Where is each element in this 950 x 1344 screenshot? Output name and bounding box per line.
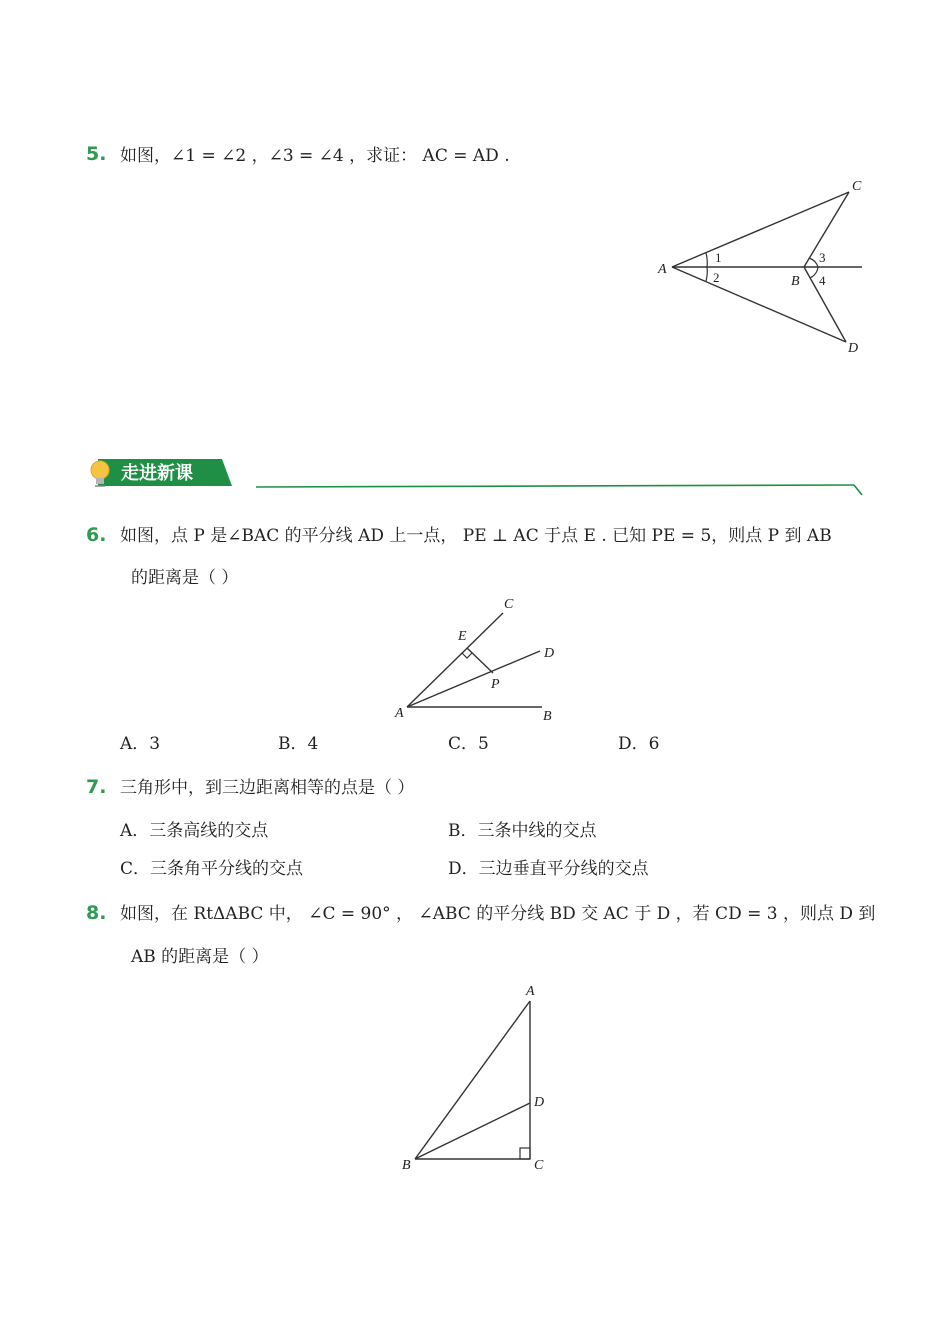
q5-angle-arc-2	[706, 267, 707, 281]
q8-label-d: D	[534, 1095, 545, 1110]
q5-label-c: C	[852, 179, 862, 194]
q8-side-ab	[415, 1001, 530, 1159]
question-number-7: 7.	[86, 776, 107, 798]
section-rule-line	[256, 485, 854, 487]
q5-line-bc	[804, 192, 849, 267]
q6-label-b: B	[543, 709, 552, 724]
q7-option-d: D．三边垂直平分线的交点	[448, 859, 649, 879]
q5-angle-3: 3	[819, 250, 826, 265]
q6-label-a: A	[395, 706, 404, 721]
q7-option-a: A．三条高线的交点	[120, 821, 269, 841]
q5-angle-2: 2	[713, 270, 720, 285]
question-8-line-2: AB 的距离是（ ）	[131, 947, 269, 967]
q6-right-angle-mark	[462, 653, 472, 658]
question-number-6: 6.	[86, 524, 107, 546]
question-5-text: 如图，∠1 = ∠2 ，∠3 = ∠4 ，求证： AC = AD .	[120, 146, 510, 166]
q6-figure	[385, 590, 570, 725]
question-6-line-2: 的距离是（ ）	[131, 568, 239, 588]
section-rule-tail	[854, 485, 862, 495]
q5-angle-arc-4	[810, 267, 818, 278]
q8-label-c: C	[534, 1158, 544, 1173]
q6-label-p: P	[491, 677, 500, 692]
q7-option-c: C．三条角平分线的交点	[120, 859, 304, 879]
q5-figure	[650, 170, 880, 365]
q5-label-d: D	[848, 341, 859, 356]
q7-option-b: B．三条中线的交点	[448, 821, 597, 841]
q6-segment-pe	[467, 648, 493, 673]
section-banner	[86, 455, 866, 497]
q6-option-c: C．5	[448, 734, 489, 754]
q5-angle-1: 1	[715, 250, 722, 265]
q6-label-d: D	[544, 646, 555, 661]
question-number-5: 5.	[86, 143, 107, 165]
section-title: 走进新课	[121, 463, 193, 484]
q8-bisector-bd	[415, 1103, 530, 1159]
q6-option-b: B．4	[278, 734, 319, 754]
question-number-8: 8.	[86, 902, 107, 924]
question-8-line-1: 如图，在 RtΔABC 中， ∠C = 90° ， ∠ABC 的平分线 BD 交 AC 于 D ，若 CD = 3 ，则点 D 到	[120, 904, 876, 924]
q6-option-a: A．3	[120, 734, 161, 754]
question-7-text: 三角形中，到三边距离相等的点是（ ）	[120, 778, 415, 798]
q8-label-b: B	[402, 1158, 411, 1173]
q8-right-angle-mark	[520, 1148, 530, 1159]
q6-option-d: D．6	[618, 734, 660, 754]
q5-label-a: A	[658, 262, 667, 277]
q6-ray-ad	[407, 651, 540, 707]
q6-label-e: E	[458, 629, 467, 644]
q5-angle-4: 4	[819, 273, 826, 288]
q8-figure	[395, 975, 565, 1180]
q6-ray-ac	[407, 613, 503, 707]
q5-angle-arc-3	[809, 258, 818, 267]
q8-label-a: A	[526, 984, 535, 999]
question-6-line-1: 如图，点 P 是∠BAC 的平分线 AD 上一点， PE ⊥ AC 于点 E . 已知 PE = 5，则点 P 到 AB	[120, 526, 832, 546]
q5-label-b: B	[791, 274, 800, 289]
q6-label-c: C	[504, 597, 514, 612]
q5-angle-arc-1	[706, 253, 707, 267]
